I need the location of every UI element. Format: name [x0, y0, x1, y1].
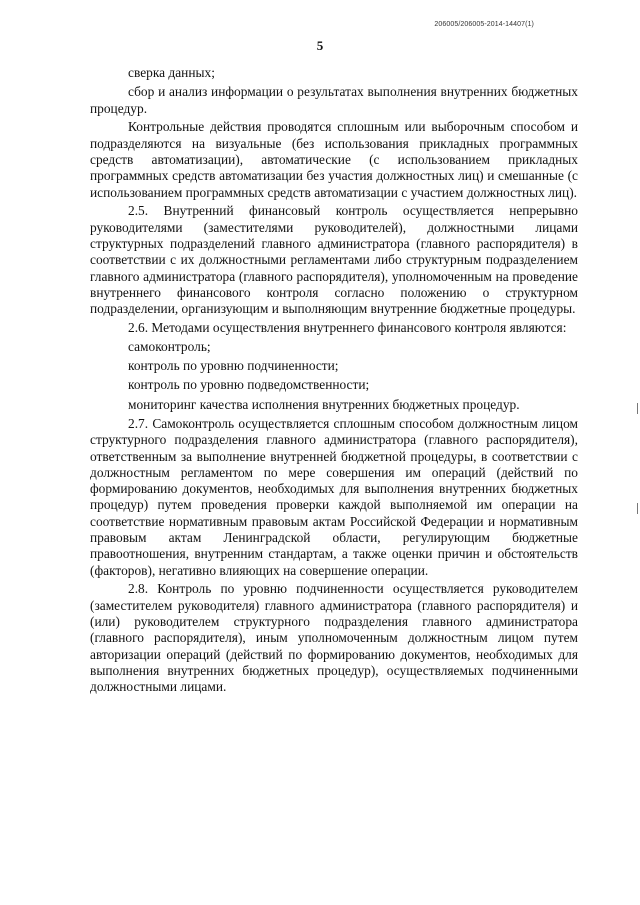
page-number: 5 — [316, 38, 324, 53]
document-id: 206005/206005-2014-14407(1) — [434, 21, 534, 28]
list-item-subordination-control: контроль по уровню подчиненности; — [128, 358, 339, 374]
list-item-departmental-control: контроль по уровню подведомственности; — [128, 377, 370, 393]
list-item-info-analysis: сбор и анализ информации о результатах выполнения внутренних бюджетных процедур. — [90, 84, 578, 116]
scan-margin-mark — [637, 503, 638, 514]
list-item-data-reconciliation: сверка данных; — [128, 65, 215, 80]
paragraph-2-5: 2.5. Внутренний финансовый контроль осуществляется непрерывно руководителями (заместителями руководителей), должностными лицами структурных подразделений главного администратора (главного распорядителя) в соответствии с их должностными регламентами либо структурным подразделением главного администратора (главного распорядителя), уполномоченным на проведение внутреннего финансового контроля согласно положению о структурном подразделении, организующим и выполняющим внутренние бюджетные процедуры. — [90, 203, 578, 317]
paragraph-control-actions: Контрольные действия проводятся сплошным или выборочным способом и подразделяются на визуальные (без использования прикладных программных средств автоматизации), автоматические (с использованием прикладных программных средств автоматизации без участия должностных лиц) и смешанные (с использованием программных средств автоматизации с участием должностных лиц). — [90, 119, 578, 200]
list-item-monitoring: мониторинг качества исполнения внутренних бюджетных процедур. — [128, 396, 520, 412]
scan-margin-mark — [637, 403, 638, 414]
paragraph-2-7: 2.7. Самоконтроль осуществляется сплошным способом должностным лицом структурного подразделения главного администратора (главного распорядителя), ответственным за выполнение внутренней бюджетной процедуры, в соответствии с должностным регламентом по мере совершения им операций (действий по формированию документов, необходимых для выполнения внутренних бюджетных процедур) путем проведения проверки каждой выполняемой им операции на соответствие нормативным правовым актам Российской Федерации и нормативным правовым актам Ленинградской области, регулирующим бюджетные правоотношения, внутренним стандартам, а также оценки причин и обстоятельств (факторов), негативно влияющих на совершение операции. — [90, 415, 578, 578]
list-item-self-control: самоконтроль; — [128, 338, 211, 354]
paragraph-2-6: 2.6. Методами осуществления внутреннего финансового контроля являются: — [128, 319, 567, 335]
document-body — [90, 65, 578, 698]
paragraph-2-8: 2.8. Контроль по уровню подчиненности осуществляется руководителем (заместителем руководителя) главного администратора (главного распорядителя) и (или) руководителем структурного подразделения главного администратора (главного распорядителя), иным уполномоченным должностным лицом путем авторизации операций (действий по формированию документов, необходимых для выполнения внутренних бюджетных процедур), осуществляемых подчиненными должностными лицами. — [90, 581, 578, 695]
